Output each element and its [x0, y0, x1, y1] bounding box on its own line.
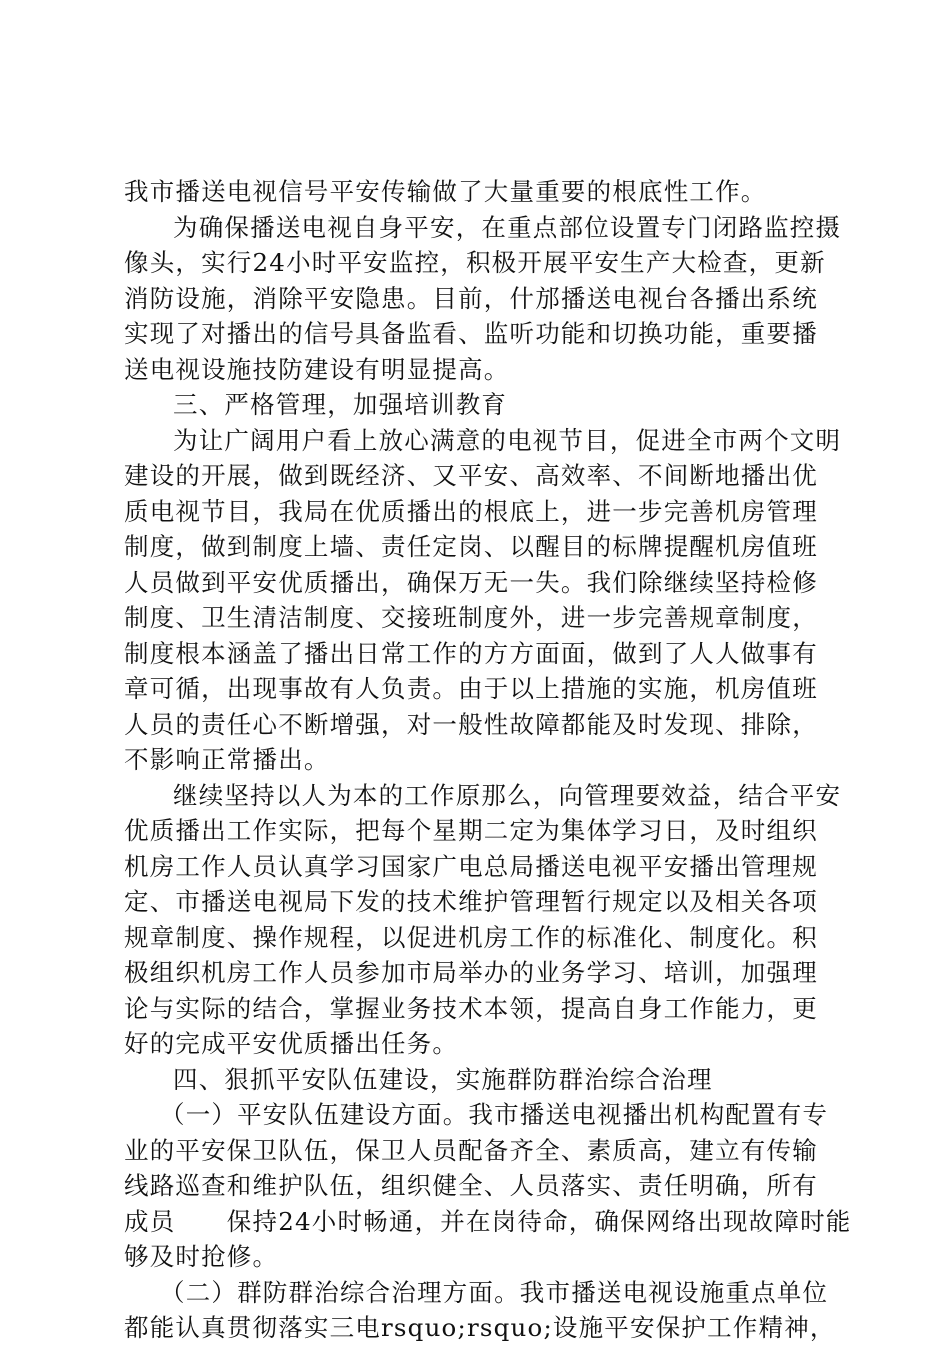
text-line: 机房工作人员认真学习国家广电总局播送电视平安播出管理规: [124, 851, 818, 881]
section-heading: 四、狠抓平安队伍建设，实施群防群治综合治理: [173, 1064, 713, 1094]
paragraph-start: 为确保播送电视自身平安，在重点部位设置专门闭路监控摄: [173, 212, 842, 242]
text-line: 我市播送电视信号平安传输做了大量重要的根底性工作。: [124, 177, 767, 206]
text-line: 都能认真贯彻落实三电rsquo;rsquo;设施平安保护工作精神，: [124, 1313, 836, 1342]
text-line: 论与实际的结合，掌握业务技术本领，提高自身工作能力，更: [124, 993, 818, 1023]
text-line: 线路巡查和维护队伍，组织健全、人员落实、责任明确，所有: [124, 1171, 818, 1200]
paragraph-start: （一）平安队伍建设方面。我市播送电视播出机构配置有专: [160, 1100, 829, 1129]
paragraph-start: （二）群防群治综合治理方面。我市播送电视设施重点单位: [160, 1277, 829, 1307]
document-body: [124, 174, 852, 1346]
text-line: 制度根本涵盖了播出日常工作的方方面面，做到了人人做事有: [124, 638, 818, 668]
text-line: 质电视节目，我局在优质播出的根底上，进一步完善机房管理: [124, 496, 818, 526]
paragraph-start: 为让广阔用户看上放心满意的电视节目，促进全市两个文明: [173, 425, 842, 455]
text-line: 实现了对播出的信号具备监看、监听功能和切换功能，重要播: [124, 319, 818, 348]
paragraph-start: 继续坚持以人为本的工作原那么，向管理要效益，结合平安: [173, 780, 842, 810]
text-line: 像头，实行24小时平安监控，积极开展平安生产大检查，更新: [124, 248, 826, 277]
text-line: 制度，做到制度上墙、责任定岗、以醒目的标牌提醒机房值班: [124, 532, 818, 561]
text-line: 够及时抢修。: [124, 1242, 279, 1271]
text-line: 优质播出工作实际，把每个星期二定为集体学习日，及时组织: [124, 816, 818, 845]
text-line: 成员 保持24小时畅通，并在岗待命，确保网络出现故障时能: [124, 1206, 852, 1236]
text-line: 规章制度、操作规程，以促进机房工作的标准化、制度化。积: [124, 922, 818, 952]
text-line: 送电视设施技防建设有明显提高。: [124, 354, 510, 384]
text-line: 好的完成平安优质播出任务。: [124, 1029, 459, 1058]
text-line: 制度、卫生清洁制度、交接班制度外，进一步完善规章制度，: [124, 603, 818, 632]
text-line: 业的平安保卫队伍，保卫人员配备齐全、素质高，建立有传输: [124, 1135, 818, 1165]
text-line: 人员的责任心不断增强，对一般性故障都能及时发现、排除，: [124, 709, 818, 739]
text-line: 人员做到平安优质播出，确保万无一失。我们除继续坚持检修: [124, 567, 818, 597]
text-line: 章可循，出现事故有人负责。由于以上措施的实施，机房值班: [124, 674, 818, 703]
text-line: 建设的开展，做到既经济、又平安、高效率、不间断地播出优: [124, 461, 818, 490]
text-line: 消防设施，消除平安隐患。目前，什邡播送电视台各播出系统: [124, 283, 818, 313]
text-line: 不影响正常播出。: [124, 745, 330, 774]
section-heading: 三、严格管理，加强培训教育: [173, 390, 508, 419]
text-line: 极组织机房工作人员参加市局举办的业务学习、培训，加强理: [124, 958, 818, 987]
text-line: 定、市播送电视局下发的技术维护管理暂行规定以及相关各项: [124, 887, 818, 916]
